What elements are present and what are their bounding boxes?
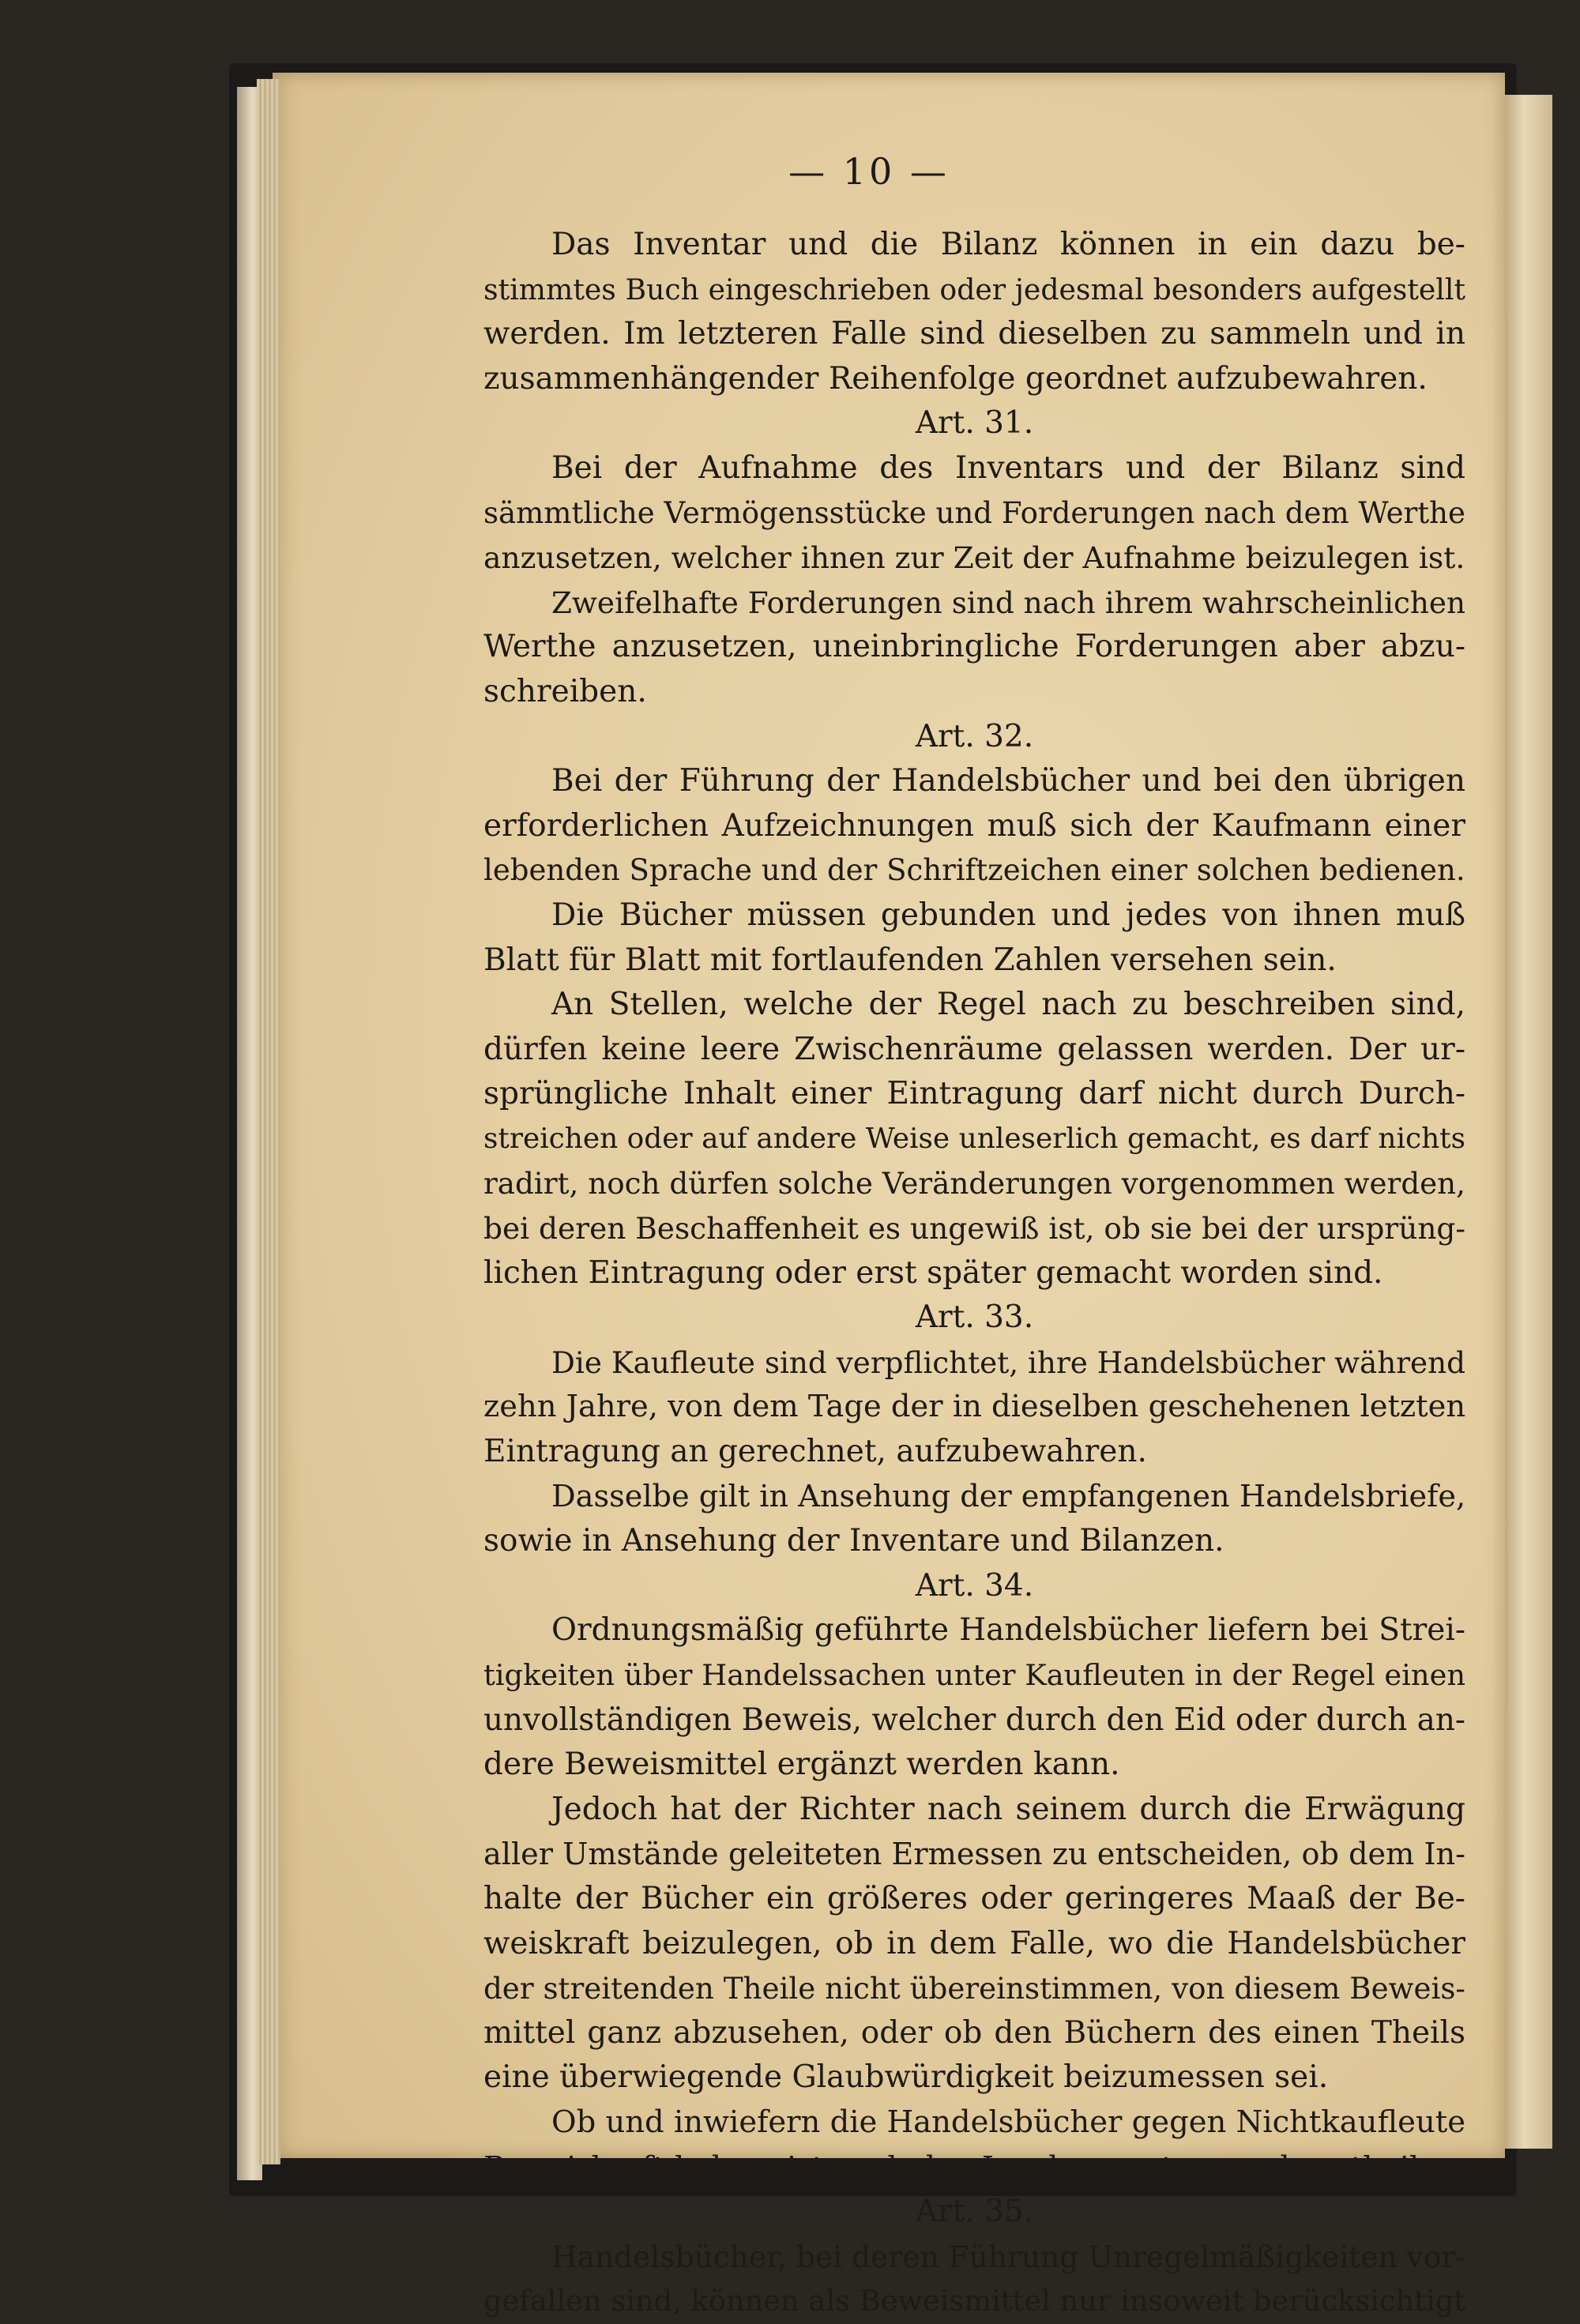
paragraph: [483, 1341, 1465, 1475]
text-line: Handelsbücher, bei deren Führung Unregelmäßigkeiten vor-: [551, 2239, 1465, 2274]
text-line: sämmtliche Vermögensstücke und Forderungen nach dem Werthe: [483, 495, 1465, 530]
paragraph: [483, 2235, 1465, 2324]
text-line: mittel ganz abzusehen, oder ob den Büchern des einen Theils: [483, 2014, 1465, 2051]
text-line: aller Umstände geleiteten Ermessen zu entscheiden, ob dem In-: [483, 1837, 1465, 1872]
text-line: gefallen sind, können als Beweismittel nur insoweit berücksichtigt: [483, 2284, 1465, 2318]
text-line: dere Beweismittel ergänzt werden kann.: [483, 1747, 1120, 1783]
text-line: Bei der Aufnahme des Inventars und der Bilanz sind: [551, 449, 1465, 486]
article-heading: Art. 33.: [915, 1299, 1034, 1336]
paragraph: [483, 983, 1465, 1295]
text-line: dürfen keine leere Zwischenräume gelassen werden. Der ur-: [483, 1031, 1465, 1067]
article-heading: Art. 34.: [915, 1567, 1034, 1604]
text-line: lebenden Sprache und der Schriftzeichen einer solchen bedienen.: [483, 853, 1465, 888]
text-line: Blatt für Blatt mit fortlaufenden Zahlen versehen sein.: [483, 942, 1337, 978]
article-heading: Art. 32.: [915, 718, 1034, 754]
text-line: lichen Eintragung oder erst später gemacht worden sind.: [483, 1254, 1383, 1291]
paragraph: [483, 223, 1465, 401]
page-gutter-edges: [257, 79, 280, 2164]
article-heading: Art. 31.: [915, 405, 1034, 442]
text-line: der streitenden Theile nicht übereinstimmen, von diesem Beweis-: [483, 1971, 1465, 2006]
text-line: bei deren Beschaffenheit es ungewiß ist, ob sie bei der ursprüng-: [483, 1211, 1466, 1247]
text-line: Das Inventar und die Bilanz können in ein dazu be-: [551, 227, 1465, 262]
text-line: schreiben.: [483, 673, 647, 709]
text-line: werden. Im letzteren Falle sind dieselben zu sammeln und in: [483, 316, 1465, 352]
text-line: Eintragung an gerechnet, aufzubewahren.: [483, 1434, 1147, 1470]
paragraph: [483, 581, 1465, 715]
paragraph: [483, 759, 1465, 893]
text-line: weiskraft beizulegen, ob in dem Falle, wo die Handelsbücher: [483, 1925, 1465, 1961]
text-line: zusammenhängender Reihenfolge geordnet aufzubewahren.: [483, 360, 1428, 397]
paragraph: [483, 893, 1465, 983]
paragraph: [483, 446, 1465, 581]
text-line: erforderlichen Aufzeichnungen muß sich der Kaufmann einer: [483, 807, 1465, 844]
page-text: [483, 223, 1465, 2324]
paragraph: [483, 1608, 1465, 1787]
text-line: Bei der Führung der Handelsbücher und bei den übrigen: [551, 763, 1465, 799]
paragraph: [483, 2100, 1465, 2190]
text-line: anzusetzen, welcher ihnen zur Zeit der Aufnahme beizulegen ist.: [483, 540, 1465, 576]
text-line: Werthe anzusetzen, uneinbringliche Forderungen aber abzu-: [483, 629, 1465, 665]
text-line: unvollständigen Beweis, welcher durch den Eid oder durch an-: [483, 1702, 1465, 1738]
text-line: sprüngliche Inhalt einer Eintragung darf nicht durch Durch-: [483, 1076, 1465, 1112]
text-line: eine überwiegende Glaubwürdigkeit beizumessen sei.: [483, 2059, 1329, 2096]
text-line: stimmtes Buch eingeschrieben oder jedesmal besonders aufgestellt: [483, 272, 1465, 306]
page-number: — 10 —: [788, 150, 950, 193]
text-line: Dasselbe gilt in Ansehung der empfangenen Handelsbriefe,: [551, 1479, 1466, 1514]
text-line: zehn Jahre, von dem Tage der in dieselben geschehenen letzten: [483, 1389, 1466, 1425]
text-line: halte der Bücher ein größeres oder geringeres Maaß der Be-: [483, 1880, 1465, 1916]
text-line: Jedoch hat der Richter nach seinem durch die Erwägung: [551, 1791, 1465, 1827]
text-line: sowie in Ansehung der Inventare und Bilanzen.: [483, 1523, 1224, 1559]
text-line: Beweiskraft haben, ist nach den Landesgesetzen zu beurtheilen.: [483, 2149, 1466, 2185]
text-line: Ordnungsmäßig geführte Handelsbücher liefern bei Strei-: [551, 1612, 1465, 1649]
text-line: Die Bücher müssen gebunden und jedes von ihnen muß: [551, 897, 1465, 933]
text-line: Die Kaufleute sind verpflichtet, ihre Handelsbücher während: [551, 1344, 1465, 1380]
page-stack-edge: [1505, 95, 1552, 2149]
paragraph: [483, 1475, 1465, 1564]
text-line: Zweifelhafte Forderungen sind nach ihrem wahrscheinlichen: [551, 585, 1465, 620]
text-line: radirt, noch dürfen solche Veränderungen vorgenommen werden,: [483, 1166, 1465, 1201]
text-line: tigkeiten über Handelssachen unter Kaufleuten in der Regel einen: [483, 1658, 1465, 1692]
paragraph: [483, 1788, 1465, 2100]
text-line: An Stellen, welche der Regel nach zu beschreiben sind,: [551, 987, 1465, 1023]
article-heading: Art. 35.: [915, 2194, 1034, 2230]
text-line: Ob und inwiefern die Handelsbücher gegen Nichtkaufleute: [551, 2104, 1465, 2140]
text-line: streichen oder auf andere Weise unleserlich gemacht, es darf nichts: [483, 1122, 1465, 1155]
